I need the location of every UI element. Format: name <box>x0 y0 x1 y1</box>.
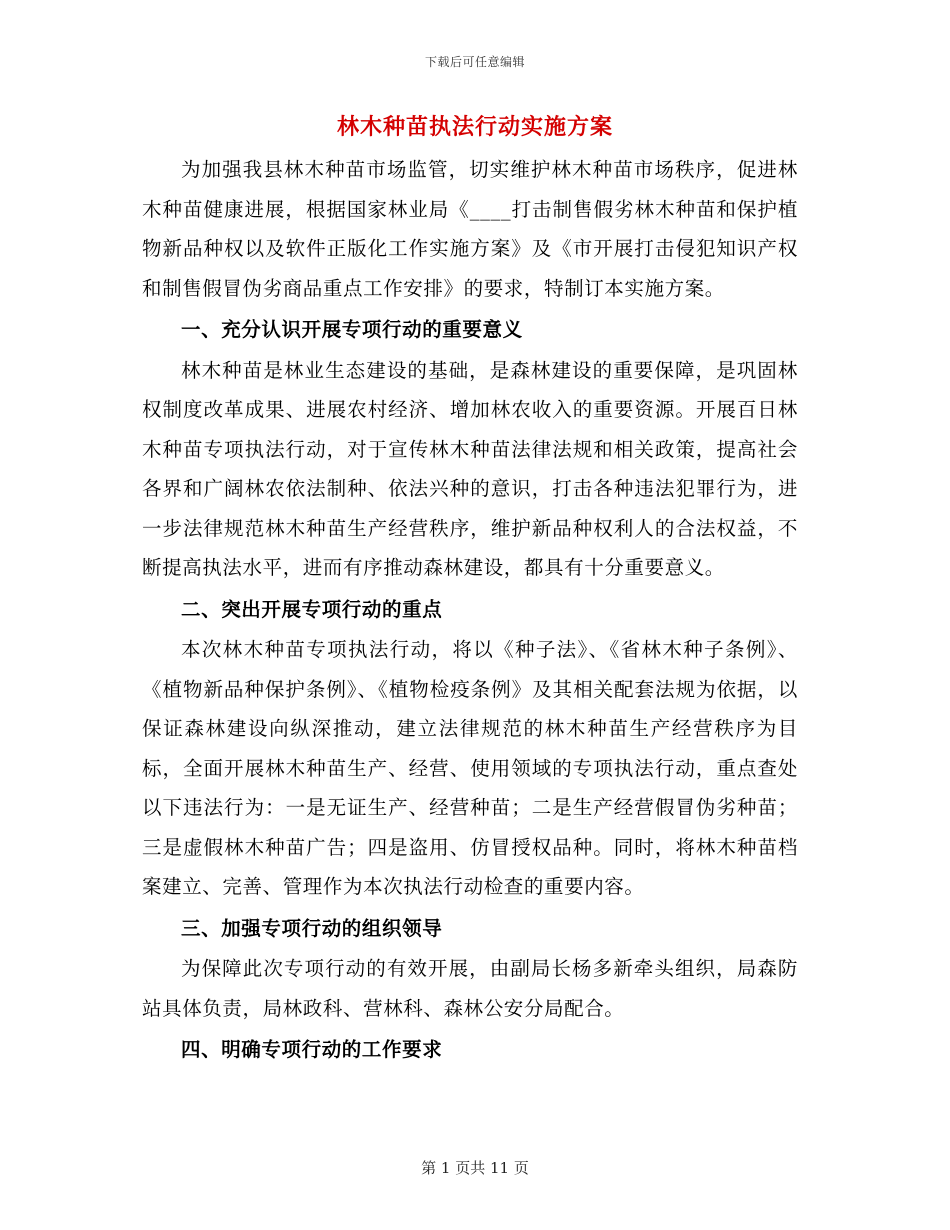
section-paragraph-1: 林木种苗是林业生态建设的基础，是森林建设的重要保障，是巩固林权制度改革成果、进展农村经济、增加林农收入的重要资源。开展百日林木种苗专项执法行动，对于宣传林木种苗法律法规和相关政策，提高社会各界和广阔林农依法制种、依法兴种的意识，打击各种违法犯罪行为，进一步法律规范林木种苗生产经营秩序，维护新品种权利人的合法权益，不断提高执法水平，进而有序推动森林建设，都具有十分重要意义。 <box>142 358 798 579</box>
document-body <box>142 150 798 1071</box>
document-title: 林木种苗执法行动实施方案 <box>336 114 613 140</box>
section-paragraph-3: 为保障此次专项行动的有效开展，由副局长杨多新牵头组织，局森防站具体负责，局林政科、营林科、森林公安分局配合。 <box>142 957 798 1020</box>
section-heading-4: 四、明确专项行动的工作要求 <box>181 1038 443 1061</box>
header-note: 下载后可任意编辑 <box>424 55 525 69</box>
section-paragraph-2: 本次林木种苗专项执法行动，将以《种子法》、《省林木种子条例》、《植物新品种保护条例》、《植物检疫条例》及其相关配套法规为依据，以保证森林建设向纵深推动，建立法律规范的林木种苗生产经营秩序为目标，全面开展林木种苗生产、经营、使用领域的专项执法行动，重点查处以下违法行为：一是无证生产、经营种苗；二是生产经营假冒伪劣种苗；三是虚假林木种苗广告；四是盗用、仿冒授权品种。同时，将林木种苗档案建立、完善、管理作为本次执法行动检查的重要内容。 <box>142 638 798 898</box>
intro-paragraph: 为加强我县林木种苗市场监管，切实维护林木种苗市场秩序，促进林木种苗健康进展，根据国家林业局《____打击制售假劣林木种苗和保护植物新品种权以及软件正版化工作实施方案》及《市开展打击侵犯知识产权和制售假冒伪劣商品重点工作安排》的要求，特制订本实施方案。 <box>142 158 798 300</box>
section-heading-2: 二、突出开展专项行动的重点 <box>181 597 443 621</box>
section-heading-3: 三、加强专项行动的组织领导 <box>181 916 443 940</box>
page-footer: 第 1 页共 11 页 <box>421 1159 529 1177</box>
section-heading-1: 一、充分认识开展专项行动的重要意义 <box>181 318 523 341</box>
